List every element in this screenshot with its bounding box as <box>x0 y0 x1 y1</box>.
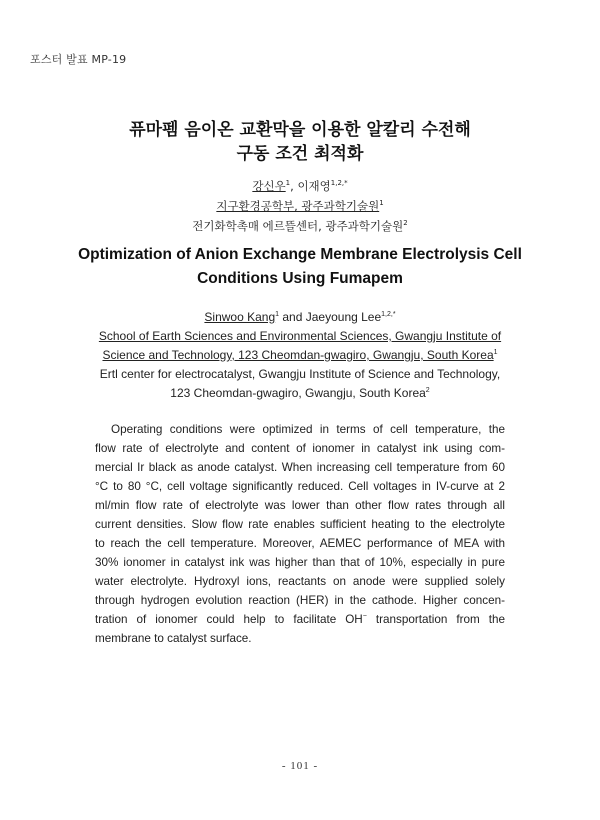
english-title <box>40 243 560 291</box>
korean-title-line-1: 퓨마펨 음이온 교환막을 이용한 알칼리 수전해 <box>129 120 471 140</box>
english-author-2: Jaeyoung Lee <box>305 310 382 324</box>
abstract-line-5: ml/min flow rate of electrolyte was lower than other flow rates through all <box>95 499 505 512</box>
korean-title-line-2: 구동 조건 최적화 <box>236 144 364 164</box>
abstract-line-4: °C to 80 °C, cell voltage significantly reduced. Cell voltages in IV-curve at 2 <box>95 480 505 493</box>
korean-affiliation-1-text: 지구환경공학부, 광주과학기술원 <box>216 199 380 213</box>
english-author-join: and <box>279 310 306 324</box>
english-title-line-2: Conditions Using Fumapem <box>197 270 403 287</box>
abstract-line-12: membrane to catalyst surface. <box>95 632 252 645</box>
english-affiliation-2-sup: 2 <box>425 387 430 394</box>
abstract-line-8: 30% ionomer in catalyst ink was higher than that of 10%, especially in pure <box>95 556 505 569</box>
english-author-line <box>40 308 560 327</box>
korean-author-separator: , <box>290 179 298 193</box>
abstract-line-7: to reach the cell temperature. Moreover, AEMEC performance of MEA with <box>95 537 505 550</box>
english-author-1-sup: 1 <box>275 311 280 318</box>
english-affiliation-1-line-1 <box>40 327 560 346</box>
english-affiliation-2-text-2: 123 Cheomdan-gwagiro, Gwangju, South Korea <box>170 386 426 400</box>
abstract-line-2: flow rate of electrolyte and content of ionomer in catalyst ink using com- <box>95 442 505 455</box>
abstract-line-6: current densities. Slow flow rate enables sufficient heating to the electrolyte <box>95 518 505 531</box>
english-author-2-sup: 1,2,* <box>381 311 396 318</box>
abstract-oh-superscript: − <box>362 613 367 621</box>
korean-author-2-sup: 1,2,* <box>330 179 348 188</box>
english-affiliation-1-line-2 <box>40 346 560 365</box>
korean-title <box>60 118 540 166</box>
abstract-line-11-tail: transportation from the <box>366 613 505 626</box>
english-affiliation-2-line-2 <box>40 384 560 403</box>
abstract-line-1: Operating conditions were optimized in terms of cell temperature, the <box>111 423 505 436</box>
abstract <box>95 420 505 648</box>
abstract-line-10: through hydrogen evolution reaction (HER) in the cathode. Higher concen- <box>95 594 505 607</box>
abstract-line-11 <box>95 610 505 629</box>
korean-author-line <box>40 176 560 196</box>
session-label: 포스터 발표 MP-19 <box>30 53 127 66</box>
korean-authors-block <box>40 176 560 236</box>
english-affiliation-1-text-1: School of Earth Sciences and Environmental Sciences, Gwangju Institute of <box>98 329 502 343</box>
korean-author-1-sup: 1 <box>285 179 291 188</box>
english-affiliation-1-sup: 1 <box>493 349 498 356</box>
english-title-line-1: Optimization of Anion Exchange Membrane Electrolysis Cell <box>78 246 522 263</box>
english-author-1: Sinwoo Kang <box>204 310 276 324</box>
english-authors-block <box>40 308 560 403</box>
abstract-line-9: water electrolyte. Hydroxyl ions, reactants on anode were supplied solely <box>95 575 505 588</box>
korean-author-1: 강신우 <box>252 179 286 193</box>
korean-affiliation-1 <box>40 196 560 216</box>
abstract-line-3: mercial Ir black as anode catalyst. When increasing cell temperature from 60 <box>95 461 505 474</box>
korean-affiliation-2-sup: 2 <box>403 219 408 228</box>
korean-affiliation-2-text: 전기화학촉매 에르뜰센터, 광주과학기술원 <box>192 219 404 233</box>
korean-affiliation-1-sup: 1 <box>379 199 384 208</box>
english-affiliation-1-text-2: Science and Technology, 123 Cheomdan-gwagiro, Gwangju, South Korea <box>102 348 494 362</box>
korean-author-2: 이재영 <box>297 179 331 193</box>
page-number: - 101 - <box>281 760 319 772</box>
korean-affiliation-2 <box>40 216 560 236</box>
abstract-line-11-head: tration of ionomer could help to facilitate OH <box>95 613 363 626</box>
english-affiliation-2-line-1: Ertl center for electrocatalyst, Gwangju Institute of Science and Technology, <box>99 367 501 381</box>
